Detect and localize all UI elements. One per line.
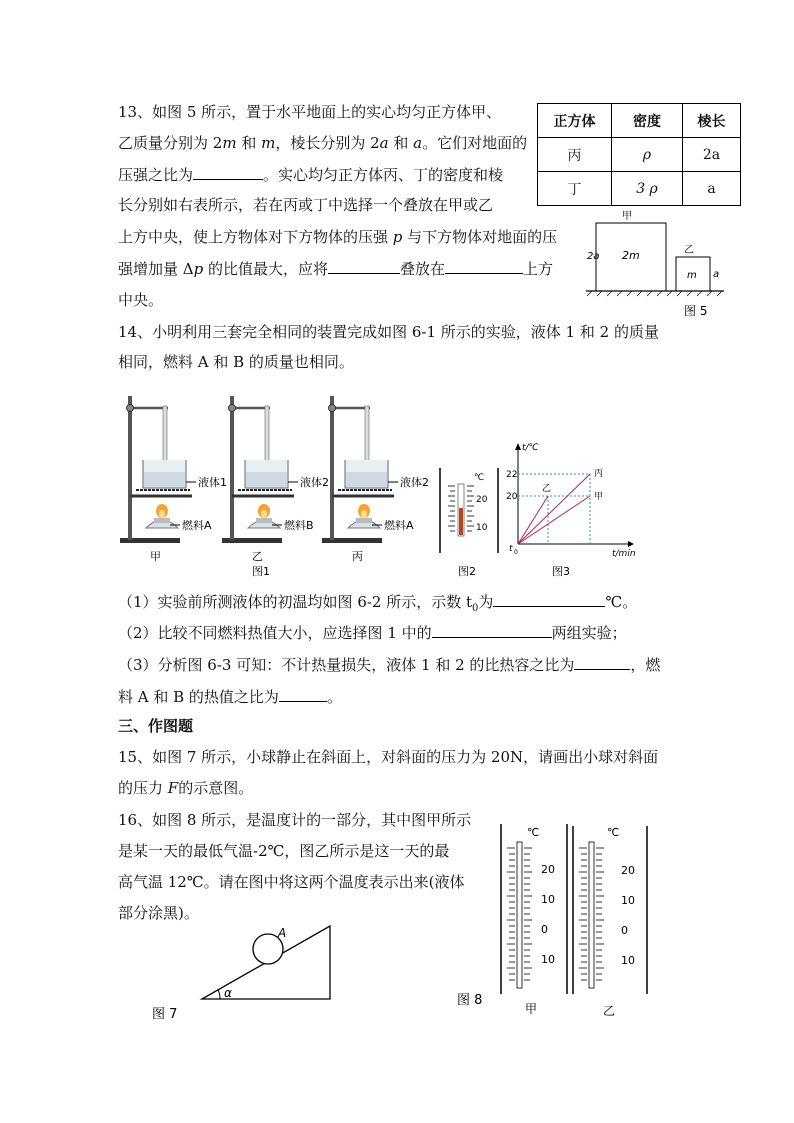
section-heading: 三、作图题 [118,717,194,735]
table-cell: ρ [612,138,683,172]
figure-caption: 图 5 [684,304,708,318]
svg-text:℃: ℃ [607,826,620,839]
series-yi [518,496,548,544]
table-cell: 丙 [538,138,612,172]
table-header: 正方体 [538,104,612,138]
svg-text:10: 10 [621,954,635,967]
svg-text:10: 10 [621,894,635,907]
svg-text:20: 20 [541,863,555,876]
table-cell: 2a [683,138,741,172]
svg-text:20: 20 [476,495,488,505]
angle-label: α [224,986,232,1000]
mass-label: 2m [622,249,640,262]
answer-blank[interactable] [279,686,327,702]
svg-text:t/min: t/min [612,549,636,559]
svg-text:10: 10 [541,893,555,906]
series-jia [518,496,590,544]
thermometer-label: 甲 [525,1002,538,1016]
apparatus-name: 乙 [252,550,263,563]
table-cell: 丁 [538,172,612,206]
q14-sub3: （3）分析图 6-3 可知：不计热量损失，液体 1 和 2 的比热容之比为 ，燃 [118,656,661,674]
svg-text:甲: 甲 [594,492,604,502]
cube-jia-label: 甲 [622,211,632,222]
svg-text:10: 10 [541,953,555,966]
density-table [537,103,741,206]
mass-label: m [687,270,697,281]
figure-8 [455,818,665,1023]
q13-line3: 压强之比为 。实心均匀正方体丙、丁的密度和棱 [118,166,504,184]
fuel-label: 燃料A [384,519,414,532]
svg-text:t: t [509,544,513,554]
svg-text:℃: ℃ [527,826,540,839]
point-label: A [278,926,287,940]
q13-line6: 强增加量 Δp 的比值最大，应将 叠放在 上方 [118,260,554,278]
edge-label: a [713,269,720,280]
series-bing [518,474,590,544]
svg-text:0: 0 [514,549,518,556]
table-header: 棱长 [683,104,741,138]
answer-blank[interactable] [328,258,400,274]
q14-sub1: （1）实验前所测液体的初温均如图 6-2 所示，示数 $t_0$为 ℃。 [118,593,638,614]
svg-text:丙: 丙 [594,469,604,479]
table-header: 密度 [612,104,683,138]
fuel-label: 燃料B [284,519,314,532]
svg-text:20: 20 [506,492,518,502]
apparatus-name: 甲 [150,550,161,563]
apparatus-yi [222,396,329,578]
figure-caption: 图3 [552,565,570,578]
q13-line2: 乙质量分别为 2m 和 m，棱长分别为 2a 和 a。它们对地面的 [118,134,528,152]
apparatus-bing [322,396,429,563]
figure-caption: 图 7 [152,1007,178,1022]
q16-line3: 高气温 12℃。请在图中将这两个温度表示出来(液体 [118,873,465,891]
svg-text:0: 0 [621,924,628,937]
answer-blank[interactable] [193,164,263,180]
cube-yi-label: 乙 [684,245,694,256]
q16-line2: 是某一天的最低气温-2℃，图乙所示是这一天的最 [118,842,450,860]
q14-line2: 相同，燃料 A 和 B 的质量也相同。 [118,353,354,371]
svg-text:20: 20 [621,864,635,877]
table-cell: a [683,172,741,206]
figure-caption: 图 8 [457,993,483,1008]
liquid-label: 液体2 [400,476,429,489]
apparatus-jia [120,396,227,563]
q13-line5: 上方中央，使上方物体对下方物体的压强 p 与下方物体对地面的压 [118,228,558,246]
figure-caption: 图2 [458,565,476,578]
svg-text:乙: 乙 [542,484,552,494]
figure-5 [582,205,732,320]
figure-7 [150,920,340,1025]
thermometer-jia[interactable] [501,824,567,1016]
ground-hatch [587,291,722,296]
table-cell: 3 ρ [612,172,683,206]
thermometer-fig2 [440,468,498,578]
svg-text:t/℃: t/℃ [522,443,539,453]
answer-blank[interactable] [432,622,552,638]
thermometer-yi[interactable] [573,826,647,1018]
svg-text:℃: ℃ [474,473,485,483]
svg-text:0: 0 [541,923,548,936]
q13-line7: 中央。 [118,291,164,309]
q15-line2: 的压力 F的示意图。 [118,779,254,797]
q14-sub4: 料 A 和 B 的热值之比为 。 [118,688,342,706]
fuel-label: 燃料A [182,519,212,532]
q15-line1: 15、如图 7 所示，小球静止在斜面上，对斜面的压力为 20N，请画出小球对斜面 [118,748,659,766]
q13-line1: 13、如图 5 所示，置于水平地面上的实心均匀正方体甲、 [118,103,502,121]
liquid-label: 液体1 [198,476,227,489]
svg-text:22: 22 [506,470,518,480]
answer-blank[interactable] [493,591,605,607]
temperature-graph [506,443,636,578]
q14-sub2: （2）比较不同燃料热值大小，应选择图 1 中的 两组实验； [118,624,627,642]
answer-blank[interactable] [445,258,523,274]
liquid-label: 液体2 [300,476,329,489]
q13-line4: 长分别如右表所示，若在丙或丁中选择一个叠放在甲或乙 [118,196,494,214]
answer-blank[interactable] [574,654,630,670]
apparatus-name: 丙 [352,550,363,563]
q16-line1: 16、如图 8 所示，是温度计的一部分，其中图甲所示 [118,811,472,829]
edge-label: 2a [587,251,600,262]
thermometer-label: 乙 [603,1004,616,1018]
q16-line4: 部分涂黑)。 [118,904,199,922]
svg-text:10: 10 [476,523,488,533]
figure-6 [118,388,678,580]
figure-caption: 图1 [252,565,270,578]
q14-line1: 14、小明利用三套完全相同的装置完成如图 6-1 所示的实验，液体 1 和 2 的质量 [118,323,659,341]
